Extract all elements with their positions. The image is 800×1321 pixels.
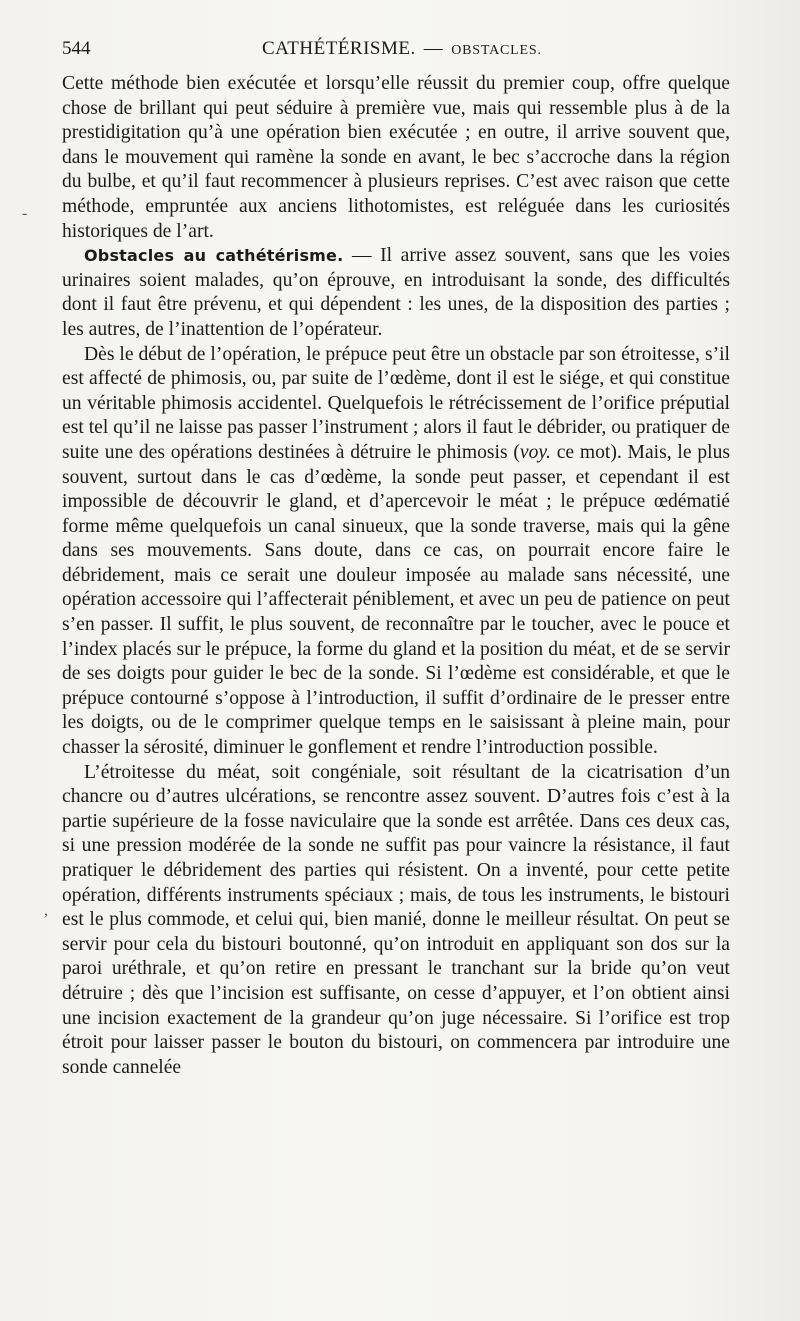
body-text xyxy=(62,72,730,1080)
running-head xyxy=(62,38,730,68)
paragraph-4: L’étroitesse du méat, soit congéniale, soit résultant de la cicatrisation d’un chancre ou d’autres ulcérations, se rencontre assez souvent. D’autres fois c’est à la partie supérieure de la fosse naviculaire que la sonde est arrêtée. Dans ces deux cas, si une pression modérée de la sonde ne suffit pas pour vaincre la résistance, il faut pratiquer le débridement des parties qui résistent. On a inventé, pour cette petite opération, différents instruments spéciaux ; mais, de tous les instruments, le bistouri est le plus commode, et celui qui, bien manié, donne le meilleur résultat. On peut se servir pour cela du bistouri boutonné, qu’on introduit en appliquant son dos sur la paroi uréthrale, et qu’on retire en pressant le tranchant sur la bride qu’on veut détruire ; dès que l’incision est suffisante, on cesse d’appuyer, et l’on obtient ainsi une incision exactement de la grandeur qu’on juge nécessaire. Si l’orifice est trop étroit pour laisser passer le bouton du bistouri, on commencera par introduire une sonde cannelée xyxy=(62,761,730,1078)
running-title xyxy=(262,38,542,60)
paragraph-3-text-b: ce mot). Mais, le plus souvent, surtout dans le cas d’œdème, la sonde peut passer, et cependant il est impossible de découvrir le gland, et d’apercevoir le méat ; le prépuce œdématié forme même quelquefois un canal sinueux, que la sonde traverse, mais qui la gêne dans ses mouvements. Sans doute, dans ce cas, on pourrait encore faire le débridement, mais ce serait une douleur imposée au malade sans nécessité, une opération accessoire qui l’affecterait péniblement, et avec un peu de patience on peut s’en passer. Il suffit, le plus souvent, de reconnaître par le toucher, avec le pouce et l’index placés sur le prépuce, la forme du gland et la position du méat, et de se servir de ses doigts pour guider le bec de la sonde. Si l’œdème est considérable, et que le prépuce contourné s’oppose à l’introduction, il suffit d’ordinaire de le presser entre les doigts, ou de le comprimer quelque temps en le saisissant à pleine main, pour chasser la sérosité, diminuer le gonflement et rendre l’introduction possible. xyxy=(62,441,730,759)
paragraph-3-text-a: Dès le début de l’opération, le prépuce peut être un obstacle par son étroitesse, s’il est affecté de phimosis, ou, par suite de l’œdème, dont il est le siége, et qui constitue un véritable phimosis accidentel. Quelquefois le rétrécissement de l’orifice préputial est tel qu’il ne laisse pas passer l’instrument ; alors il faut le débrider, ou pratiquer de suite une des opérations destinées à détruire le phimosis ( xyxy=(62,343,730,463)
paragraph-3-voy: voy. xyxy=(519,441,551,463)
running-title-main: CATHÉTÉRISME. xyxy=(262,38,416,59)
paragraph-2 xyxy=(62,244,730,342)
section-heading-obstacles: Obstacles au cathétérisme. xyxy=(84,246,344,266)
running-title-sub: OBSTACLES. xyxy=(451,43,542,58)
running-title-dash: — xyxy=(423,38,444,59)
paragraph-3 xyxy=(62,343,730,761)
page-number: 544 xyxy=(62,38,91,59)
margin-mark: , xyxy=(44,902,48,919)
margin-mark: - xyxy=(22,205,28,222)
paragraph-2-text: — Il arrive assez souvent, sans que les voies urinaires soient malades, qu’on éprouve, en introduisant la sonde, des difficultés dont il faut être prévenu, et qui dépendent : les unes, de la disposition des parties ; les autres, de l’inattention de l’opérateur. xyxy=(62,245,730,340)
paragraph-1: Cette méthode bien exécutée et lorsqu’elle réussit du premier coup, offre quelque chose de brillant qui peut séduire à première vue, mais qui ressemble plus à de la prestidigitation qu’à une opération bien exécutée ; en outre, il arrive souvent que, dans le mouvement qui ramène la sonde en avant, le bec s’accroche dans la région du bulbe, et qu’il faut recommencer à plusieurs reprises. C’est avec raison que cette méthode, empruntée aux anciens lithotomistes, est reléguée dans les curiosités historiques de l’art. xyxy=(62,73,730,242)
